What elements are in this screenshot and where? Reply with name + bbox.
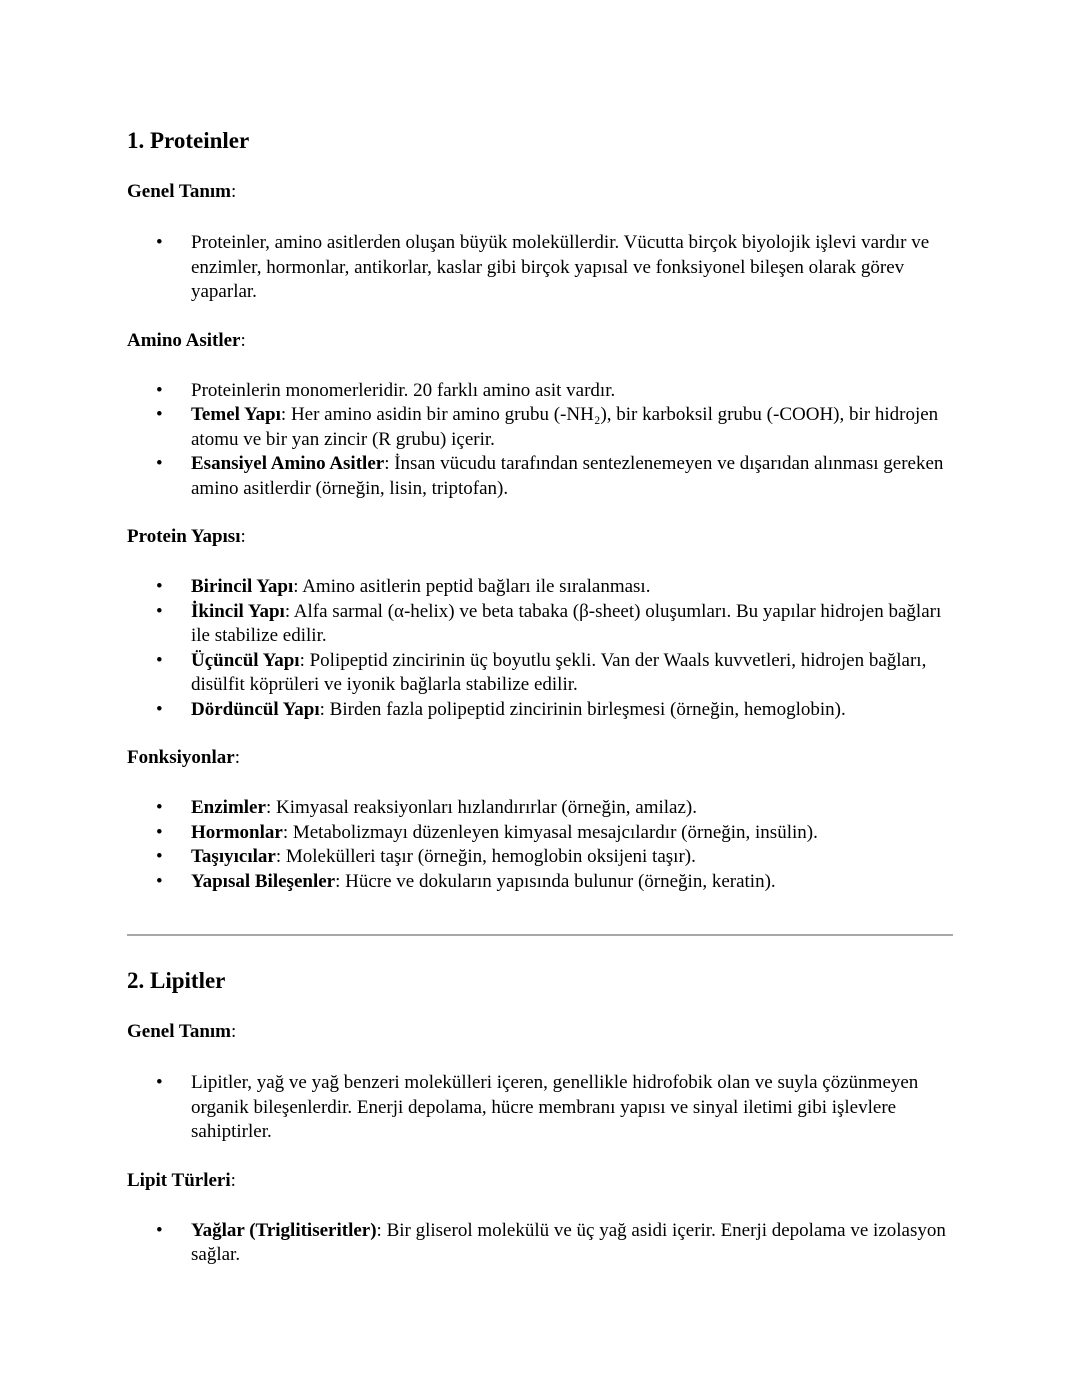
list-item: • Proteinlerin monomerleridir. 20 farklı amino asit vardır. (127, 379, 953, 404)
bullet-list (127, 231, 953, 305)
list-item: • Proteinler, amino asitlerden oluşan büyük moleküllerdir. Vücutta birçok biyolojik işlevi vardır ve enzimler, hormonlar, antikorlar, kaslar gibi birçok yapısal ve fonksiyonel bileşen olarak görev yaparlar. (127, 231, 953, 305)
list-item: • Temel Yapı: Her amino asidin bir amino grubu (-NH₂), bir karboksil grubu (-COOH), bir hidrojen atomu ve bir yan zincir (R grubu) içerir. (127, 403, 953, 452)
list-item: • Hormonlar: Metabolizmayı düzenleyen kimyasal mesajcılardır (örneğin, insülin). (127, 821, 953, 846)
document-page (127, 124, 953, 1268)
bullet-list (127, 379, 953, 502)
list-item: • Birincil Yapı: Amino asitlerin peptid bağları ile sıralanması. (127, 575, 953, 600)
list-item: • Esansiyel Amino Asitler: İnsan vücudu tarafından sentezlenemeyen ve dışarıdan alınması gereken amino asitlerdir (örneğin, lisin, triptofan). (127, 452, 953, 501)
section-proteinler (127, 124, 953, 894)
list-item: • Enzimler: Kimyasal reaksiyonları hızlandırırlar (örneğin, amilaz). (127, 796, 953, 821)
list-item: • Üçüncül Yapı: Polipeptid zincirinin üç boyutlu şekli. Van der Waals kuvvetleri, hidrojen bağları, disülfit köprüleri ve iyonik bağlarla stabilize edilir. (127, 649, 953, 698)
section-divider (127, 934, 953, 936)
list-item: • Lipitler, yağ ve yağ benzeri molekülleri içeren, genellikle hidrofobik olan ve suyla çözünmeyen organik bileşenlerdir. Enerji depolama, hücre membranı yapısı ve sinyal iletimi gibi işlevlere sahiptirler. (127, 1071, 953, 1145)
section-title: 1. Proteinler (127, 128, 250, 153)
list-item: • Yağlar (Triglitiseritler): Bir gliserol molekülü ve üç yağ asidi içerir. Enerji depolama ve izolasyon sağlar. (127, 1219, 953, 1268)
subheading: Genel Tanım: (127, 1021, 237, 1042)
section-title: 2. Lipitler (127, 968, 226, 993)
subheading: Protein Yapısı: (127, 526, 246, 547)
list-item: • İkincil Yapı: Alfa sarmal (α-helix) ve beta tabaka (β-sheet) oluşumları. Bu yapılar hidrojen bağları ile stabilize edilir. (127, 600, 953, 649)
subheading: Fonksiyonlar: (127, 747, 240, 768)
bullet-list (127, 575, 953, 722)
list-item: • Taşıyıcılar: Molekülleri taşır (örneğin, hemoglobin oksijeni taşır). (127, 845, 953, 870)
section-lipitler (127, 964, 953, 1268)
subheading: Lipit Türleri: (127, 1169, 236, 1191)
bullet-list (127, 1071, 953, 1145)
bullet-list (127, 1219, 953, 1268)
subheading: Genel Tanım: (127, 181, 237, 202)
list-item: • Dördüncül Yapı: Birden fazla polipeptid zincirinin birleşmesi (örneğin, hemoglobin). (127, 698, 953, 723)
bullet-list (127, 796, 953, 894)
subheading: Amino Asitler: (127, 329, 246, 351)
list-item: • Yapısal Bileşenler: Hücre ve dokuların yapısında bulunur (örneğin, keratin). (127, 870, 953, 895)
